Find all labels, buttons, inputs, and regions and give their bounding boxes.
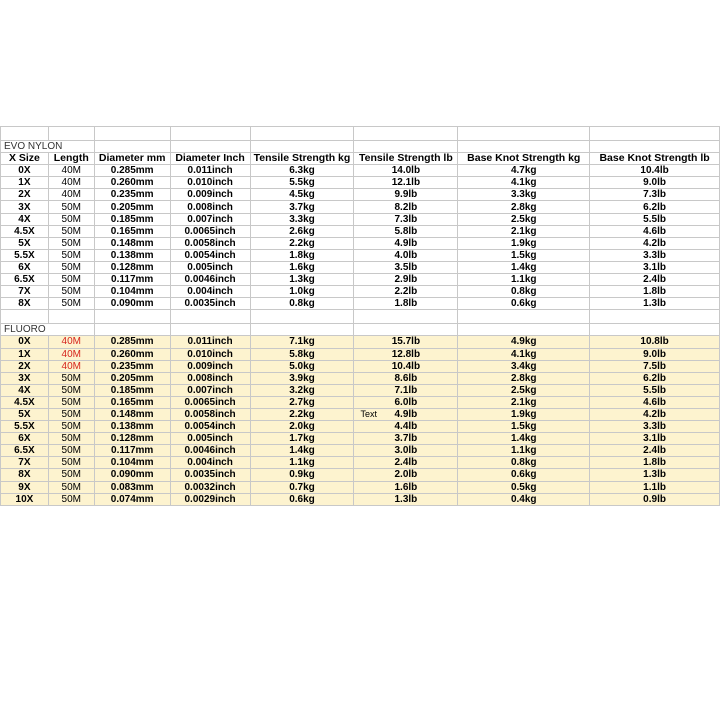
table-row — [1, 274, 720, 286]
table-cell: 50M — [48, 433, 94, 445]
table-row — [1, 225, 720, 237]
table-cell: 0.285mm — [94, 336, 170, 348]
table-row — [1, 237, 720, 249]
table-cell: 1.5kg — [458, 249, 590, 261]
table-cell: 3.3lb — [590, 421, 720, 433]
table-cell: 3.3kg — [458, 189, 590, 201]
table-cell: 0.138mm — [94, 421, 170, 433]
table-cell: 7X — [1, 457, 49, 469]
table-cell: 0X — [1, 336, 49, 348]
table-cell: 3X — [1, 372, 49, 384]
table-row — [1, 396, 720, 408]
table-cell: 1.3kg — [250, 274, 354, 286]
table-cell: 4X — [1, 384, 49, 396]
table-cell: 5.5lb — [590, 384, 720, 396]
table-cell: 4.2lb — [590, 237, 720, 249]
table-cell: 0.009inch — [170, 360, 250, 372]
table-cell: 0.011inch — [170, 165, 250, 177]
empty-cell — [458, 324, 590, 336]
table-cell: 0.205mm — [94, 372, 170, 384]
table-cell: 3.4kg — [458, 360, 590, 372]
table-cell: 0.260mm — [94, 177, 170, 189]
stray-text-label: Text — [360, 408, 377, 419]
table-cell: 50M — [48, 261, 94, 273]
table-cell: 2.9lb — [354, 274, 458, 286]
column-header: X Size — [1, 153, 49, 165]
table-cell: 50M — [48, 213, 94, 225]
table-cell: 1.3lb — [354, 493, 458, 505]
table-row — [1, 213, 720, 225]
table-cell: 40M — [48, 177, 94, 189]
empty-cell — [590, 324, 720, 336]
section-title: EVO NYLON — [1, 141, 95, 153]
table-cell: 9X — [1, 481, 49, 493]
table-cell: 1.5kg — [458, 421, 590, 433]
table-cell: 2X — [1, 360, 49, 372]
table-cell: 9.0lb — [590, 348, 720, 360]
table-cell: 40M — [48, 165, 94, 177]
table-cell: 2.5kg — [458, 213, 590, 225]
table-cell: 8X — [1, 298, 49, 310]
table-cell: 0.004inch — [170, 457, 250, 469]
table-cell: 8X — [1, 469, 49, 481]
table-cell: 0.8kg — [458, 286, 590, 298]
table-cell: 0.0046inch — [170, 445, 250, 457]
table-row — [1, 177, 720, 189]
table-cell: 50M — [48, 457, 94, 469]
column-header: Base Knot Strength lb — [590, 153, 720, 165]
table-cell: 5.8kg — [250, 348, 354, 360]
table-cell: 0.260mm — [94, 348, 170, 360]
table-cell: 0.007inch — [170, 213, 250, 225]
table-cell: 0.185mm — [94, 384, 170, 396]
table-cell: 0.285mm — [94, 165, 170, 177]
table-cell: 0.005inch — [170, 433, 250, 445]
table-cell: 40M — [48, 348, 94, 360]
table-cell: 9.9lb — [354, 189, 458, 201]
table-cell: 6.5X — [1, 445, 49, 457]
table-row — [1, 249, 720, 261]
table-cell: 5.8lb — [354, 225, 458, 237]
table-cell: 10.8lb — [590, 336, 720, 348]
table-cell: 1.8lb — [590, 457, 720, 469]
table-row — [1, 336, 720, 348]
table-cell: 0.165mm — [94, 225, 170, 237]
table-cell: 0.0058inch — [170, 408, 250, 420]
table-cell: 0.0046inch — [170, 274, 250, 286]
table-cell: 2.2kg — [250, 237, 354, 249]
table-cell: 2.2lb — [354, 286, 458, 298]
table-cell: 2.8kg — [458, 372, 590, 384]
table-cell: 1.8kg — [250, 249, 354, 261]
table-cell: 2.1kg — [458, 396, 590, 408]
table-cell: 50M — [48, 493, 94, 505]
line-spec-table — [0, 126, 720, 506]
table-cell: 0.011inch — [170, 336, 250, 348]
table-cell: 0.6kg — [458, 298, 590, 310]
table-cell: 1.4kg — [250, 445, 354, 457]
table-cell: 3X — [1, 201, 49, 213]
column-header: Length — [48, 153, 94, 165]
table-cell: 0.7kg — [250, 481, 354, 493]
section-title: FLUORO — [1, 324, 95, 336]
table-cell: 12.1lb — [354, 177, 458, 189]
table-cell: 0.074mm — [94, 493, 170, 505]
table-cell: 3.7kg — [250, 201, 354, 213]
table-cell: 1.1kg — [250, 457, 354, 469]
table-cell: 7X — [1, 286, 49, 298]
table-cell: 1.8lb — [590, 286, 720, 298]
table-cell: 0.004inch — [170, 286, 250, 298]
empty-cell — [458, 310, 590, 324]
table-cell: 3.7lb — [354, 433, 458, 445]
table-cell: 50M — [48, 396, 94, 408]
table-cell: 50M — [48, 445, 94, 457]
section-title-row — [1, 141, 720, 153]
empty-cell — [354, 324, 458, 336]
table-cell: 0.117mm — [94, 445, 170, 457]
table-cell: 50M — [48, 384, 94, 396]
table-cell: 0.148mm — [94, 237, 170, 249]
table-cell: 1.6lb — [354, 481, 458, 493]
table-cell: 1.9kg — [458, 237, 590, 249]
empty-cell — [354, 141, 458, 153]
table-cell: 10.4lb — [354, 360, 458, 372]
table-cell: 2.2kg — [250, 408, 354, 420]
table-cell: 4X — [1, 213, 49, 225]
cell-value: 4.9lb — [394, 409, 418, 421]
table-cell: 15.7lb — [354, 336, 458, 348]
table-row — [1, 384, 720, 396]
table-cell: 7.3lb — [590, 189, 720, 201]
table-cell: 4.1kg — [458, 177, 590, 189]
table-cell: 0.0065inch — [170, 396, 250, 408]
table-cell: 3.3kg — [250, 213, 354, 225]
table-cell: 1.0kg — [250, 286, 354, 298]
table-cell: 4.7kg — [458, 165, 590, 177]
table-cell: 0.0054inch — [170, 421, 250, 433]
table-cell: 0.9kg — [250, 469, 354, 481]
table-cell: 4.5X — [1, 225, 49, 237]
table-cell: 5.5kg — [250, 177, 354, 189]
table-row — [1, 421, 720, 433]
table-cell: 0.4kg — [458, 493, 590, 505]
table-cell — [354, 408, 458, 420]
table-cell: 1.6kg — [250, 261, 354, 273]
empty-cell — [458, 127, 590, 141]
table-cell: 50M — [48, 469, 94, 481]
table-cell: 1.3lb — [590, 469, 720, 481]
table-cell: 6.0lb — [354, 396, 458, 408]
table-cell: 0.083mm — [94, 481, 170, 493]
table-cell: 40M — [48, 360, 94, 372]
table-cell: 40M — [48, 189, 94, 201]
table-cell: 0.0058inch — [170, 237, 250, 249]
empty-cell — [590, 310, 720, 324]
table-row — [1, 493, 720, 505]
empty-cell — [94, 127, 170, 141]
table-cell: 1.4kg — [458, 261, 590, 273]
empty-cell — [48, 310, 94, 324]
table-cell: 2.4lb — [354, 457, 458, 469]
column-header: Tensile Strength kg — [250, 153, 354, 165]
table-cell: 7.1lb — [354, 384, 458, 396]
table-cell: 2.8kg — [458, 201, 590, 213]
table-cell: 8.6lb — [354, 372, 458, 384]
table-cell: 1.1kg — [458, 274, 590, 286]
table-cell: 0.117mm — [94, 274, 170, 286]
table-cell: 6.3kg — [250, 165, 354, 177]
table-cell: 50M — [48, 408, 94, 420]
empty-cell — [354, 310, 458, 324]
table-row — [1, 481, 720, 493]
table-cell: 2.0lb — [354, 469, 458, 481]
table-cell: 50M — [48, 249, 94, 261]
table-cell: 5X — [1, 237, 49, 249]
table-cell: 1.3lb — [590, 298, 720, 310]
empty-cell — [590, 127, 720, 141]
table-cell: 5.0kg — [250, 360, 354, 372]
table-row — [1, 201, 720, 213]
table-cell: 0.008inch — [170, 201, 250, 213]
table-cell: 4.5kg — [250, 189, 354, 201]
table-cell: 4.6lb — [590, 225, 720, 237]
table-row — [1, 261, 720, 273]
section-title-row — [1, 324, 720, 336]
empty-cell — [170, 127, 250, 141]
table-row — [1, 360, 720, 372]
table-cell: 0.235mm — [94, 360, 170, 372]
table-cell: 5.5X — [1, 421, 49, 433]
table-cell: 0.0054inch — [170, 249, 250, 261]
empty-cell — [94, 141, 170, 153]
table-cell: 4.9lb — [354, 237, 458, 249]
table-cell: 0.010inch — [170, 348, 250, 360]
table-cell: 5X — [1, 408, 49, 420]
table-cell: 0.007inch — [170, 384, 250, 396]
table-cell: 3.1lb — [590, 261, 720, 273]
table-cell: 3.1lb — [590, 433, 720, 445]
column-header: Tensile Strength lb — [354, 153, 458, 165]
empty-cell — [250, 127, 354, 141]
empty-cell — [170, 141, 250, 153]
table-cell: 50M — [48, 372, 94, 384]
column-header: Base Knot Strength kg — [458, 153, 590, 165]
table-cell: 14.0lb — [354, 165, 458, 177]
table-row — [1, 286, 720, 298]
table-cell: 2.0kg — [250, 421, 354, 433]
table-cell: 40M — [48, 336, 94, 348]
table-cell: 0.128mm — [94, 261, 170, 273]
table-cell: 6X — [1, 261, 49, 273]
table-cell: 0.185mm — [94, 213, 170, 225]
table-cell: 4.4lb — [354, 421, 458, 433]
table-row — [1, 457, 720, 469]
table-cell: 50M — [48, 237, 94, 249]
table-cell: 50M — [48, 225, 94, 237]
column-header: Diameter mm — [94, 153, 170, 165]
table-row — [1, 189, 720, 201]
table-cell: 6.2lb — [590, 201, 720, 213]
header-row — [1, 153, 720, 165]
empty-cell — [94, 310, 170, 324]
table-cell: 1.1kg — [458, 445, 590, 457]
table-cell: 2.4lb — [590, 274, 720, 286]
table-cell: 2.4lb — [590, 445, 720, 457]
table-cell: 0.090mm — [94, 469, 170, 481]
table-cell: 0.235mm — [94, 189, 170, 201]
table-cell: 10X — [1, 493, 49, 505]
empty-cell — [1, 310, 49, 324]
table-cell: 0.148mm — [94, 408, 170, 420]
empty-cell — [458, 141, 590, 153]
column-header: Diameter Inch — [170, 153, 250, 165]
table-cell: 4.5X — [1, 396, 49, 408]
table-row — [1, 445, 720, 457]
empty-cell — [590, 141, 720, 153]
table-cell: 0.8kg — [250, 298, 354, 310]
table-cell: 50M — [48, 201, 94, 213]
table-cell: 0.9lb — [590, 493, 720, 505]
table-cell: 0.205mm — [94, 201, 170, 213]
table-cell: 7.5lb — [590, 360, 720, 372]
table-cell: 6X — [1, 433, 49, 445]
table-cell: 0.165mm — [94, 396, 170, 408]
table-cell: 0.090mm — [94, 298, 170, 310]
table-cell: 50M — [48, 421, 94, 433]
table-cell: 10.4lb — [590, 165, 720, 177]
table-cell: 8.2lb — [354, 201, 458, 213]
table-row — [1, 433, 720, 445]
table-cell: 50M — [48, 481, 94, 493]
table-cell: 4.6lb — [590, 396, 720, 408]
table-cell: 2.5kg — [458, 384, 590, 396]
table-cell: 1.1lb — [590, 481, 720, 493]
table-cell: 0.009inch — [170, 189, 250, 201]
table-cell: 5.5X — [1, 249, 49, 261]
table-cell: 3.3lb — [590, 249, 720, 261]
table-cell: 0.104mm — [94, 286, 170, 298]
table-cell: 50M — [48, 298, 94, 310]
table-cell: 0.8kg — [458, 457, 590, 469]
table-cell: 4.0lb — [354, 249, 458, 261]
table-cell: 0.005inch — [170, 261, 250, 273]
table-cell: 50M — [48, 274, 94, 286]
empty-cell — [94, 324, 170, 336]
table-cell: 6.5X — [1, 274, 49, 286]
empty-cell — [1, 127, 49, 141]
table-cell: 1.7kg — [250, 433, 354, 445]
table-cell: 3.2kg — [250, 384, 354, 396]
table-cell: 2.6kg — [250, 225, 354, 237]
table-cell: 0.128mm — [94, 433, 170, 445]
table-cell: 50M — [48, 286, 94, 298]
table-cell: 0.010inch — [170, 177, 250, 189]
table-cell: 4.9kg — [458, 336, 590, 348]
empty-cell — [48, 127, 94, 141]
table-cell: 4.2lb — [590, 408, 720, 420]
table-cell: 0.0032inch — [170, 481, 250, 493]
table-cell: 0.0035inch — [170, 469, 250, 481]
table-cell: 1.4kg — [458, 433, 590, 445]
table-row — [1, 372, 720, 384]
table-cell: 0.104mm — [94, 457, 170, 469]
table-cell: 5.5lb — [590, 213, 720, 225]
table-cell: 7.1kg — [250, 336, 354, 348]
table-cell: 0.5kg — [458, 481, 590, 493]
table-cell: 0X — [1, 165, 49, 177]
table-row — [1, 408, 720, 420]
table-row — [1, 348, 720, 360]
empty-cell — [170, 310, 250, 324]
table-cell: 2X — [1, 189, 49, 201]
table-cell: 3.9kg — [250, 372, 354, 384]
table-cell: 0.0029inch — [170, 493, 250, 505]
table-cell: 0.6kg — [250, 493, 354, 505]
table-cell: 4.1kg — [458, 348, 590, 360]
empty-cell — [170, 324, 250, 336]
table-cell: 3.5lb — [354, 261, 458, 273]
table-cell: 7.3lb — [354, 213, 458, 225]
table-cell: 6.2lb — [590, 372, 720, 384]
empty-cell — [250, 310, 354, 324]
table-cell: 0.6kg — [458, 469, 590, 481]
table-row — [1, 469, 720, 481]
table-cell: 1.8lb — [354, 298, 458, 310]
table-cell: 0.138mm — [94, 249, 170, 261]
table-cell: 0.0035inch — [170, 298, 250, 310]
table-row — [1, 165, 720, 177]
empty-cell — [250, 324, 354, 336]
table-cell: 3.0lb — [354, 445, 458, 457]
table-cell: 1X — [1, 177, 49, 189]
empty-cell — [250, 141, 354, 153]
table-row — [1, 298, 720, 310]
spreadsheet — [0, 126, 720, 506]
table-cell: 2.1kg — [458, 225, 590, 237]
table-cell: 0.008inch — [170, 372, 250, 384]
table-cell: 9.0lb — [590, 177, 720, 189]
table-cell: 2.7kg — [250, 396, 354, 408]
table-cell: 1X — [1, 348, 49, 360]
table-cell: 0.0065inch — [170, 225, 250, 237]
table-cell: 1.9kg — [458, 408, 590, 420]
empty-cell — [354, 127, 458, 141]
table-cell: 12.8lb — [354, 348, 458, 360]
